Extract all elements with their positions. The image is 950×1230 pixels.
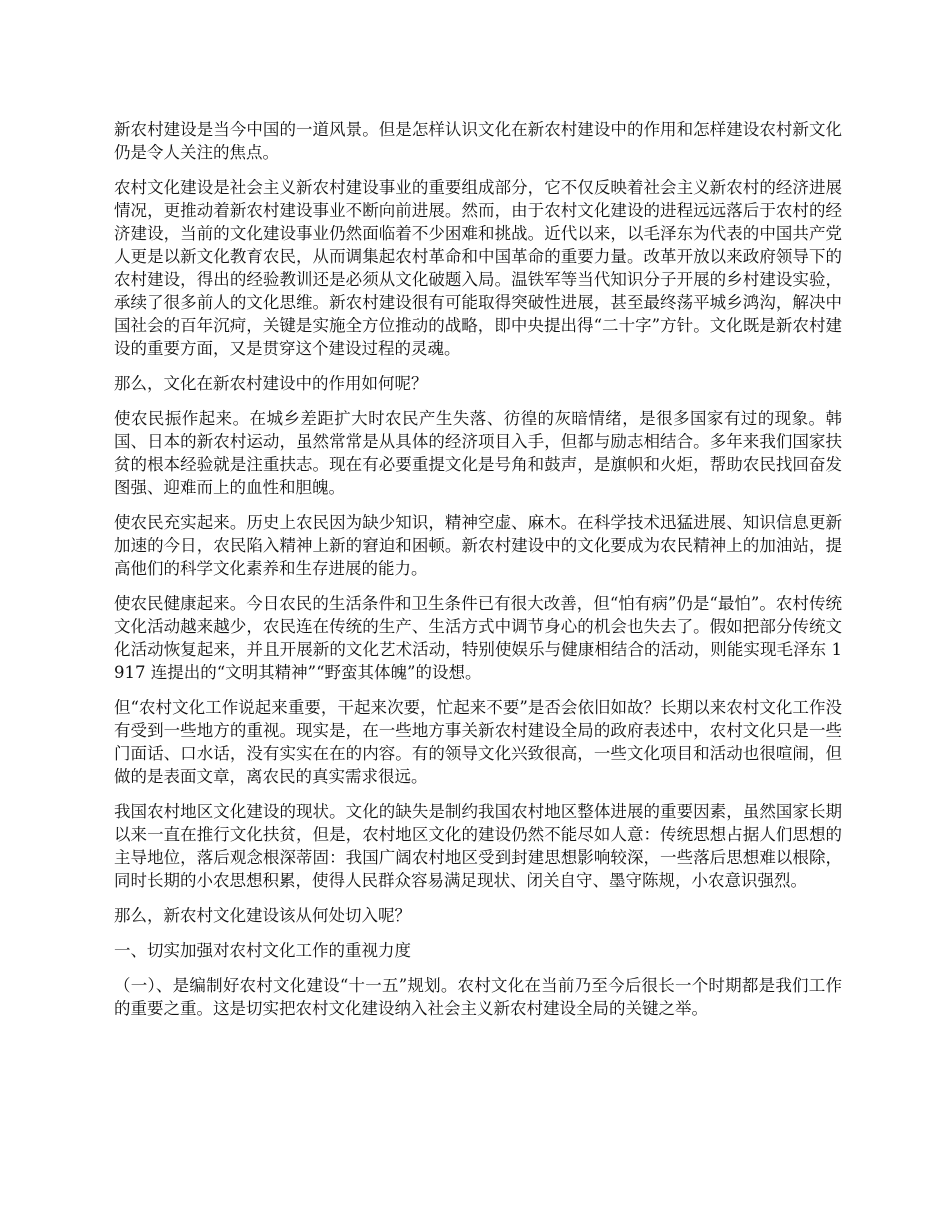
paragraph-current-situation: 我国农村地区文化建设的现状。文化的缺失是制约我国农村地区整体进展的重要因素，虽然国家长期以来一直在推行文化扶贫，但是，农村地区文化的建设仍然不能尽如人意：传统思想占据人们思想的主导地位，落后观念根深蒂固：我国广阔农村地区受到封建思想影响较深，一些落后思想难以根除，同时长期的小农思想积累，使得人民群众容易满足现状、闭关自守、墨守陈规，小农意识强烈。 [114,802,842,890]
paragraph-question-entry-point: 那么，新农村文化建设该从何处切入呢？ [114,906,411,925]
paragraph-invigorate-farmers: 使农民振作起来。在城乡差距扩大时农民产生失落、彷徨的灰暗情绪，是很多国家有过的现象。韩国、日本的新农村运动，虽然常常是从具体的经济项目入手，但都与励志相结合。多年来我们国家扶贫的根本经验就是注重扶志。现在有必要重提文化是号角和鼓声，是旗帜和火炬，帮助农民找回奋发图强、迎难而上的血性和胆魄。 [114,409,842,497]
paragraph-enrich-farmers: 使农民充实起来。历史上农民因为缺少知识，精神空虚、麻木。在科学技术迅猛进展、知识信息更新加速的今日，农民陷入精神上新的窘迫和困顿。新农村建设中的文化要成为农民精神上的加油站，提高他们的科学文化素养和生存进展的能力。 [114,513,842,578]
section-heading-one: 一、切实加强对农村文化工作的重视力度 [114,941,411,960]
paragraph-rural-culture-overview: 农村文化建设是社会主义新农村建设事业的重要组成部分，它不仅反映着社会主义新农村的经济进展情况，更推动着新农村建设事业不断向前进展。然而，由于农村文化建设的进程远远落后于农村的经济建设，当前的文化建设事业仍然面临着不少困难和挑战。近代以来，以毛泽东为代表的中国共产党人更是以新文化教育农民，从而调集起农村革命和中国革命的重要力量。改革开放以来政府领导下的农村建设，得出的经验教训还是必须从文化破题入局。温铁军等当代知识分子开展的乡村建设实验，承续了很多前人的文化思维。新农村建设很有可能取得突破性进展，甚至最终荡平城乡鸿沟，解决中国社会的百年沉疴，关键是实施全方位推动的战略，即中央提出得“二十字”方针。文化既是新农村建设的重要方面，又是贯穿这个建设过程的灵魂。 [114,178,842,358]
paragraph-healthy-farmers: 使农民健康起来。今日农民的生活条件和卫生条件已有很大改善，但“怕有病”仍是“最怕”。农村传统文化活动越来越少，农民连在传统的生产、生活方式中调节身心的机会也失去了。假如把部分传统文化活动恢复起来，并且开展新的文化艺术活动，特别使娱乐与健康相结合的活动，则能实现毛泽东 1917 连提出的“文明其精神”“野蛮其体魄”的设想。 [114,594,842,682]
document-body [114,118,842,1032]
paragraph-planning: （一）、是编制好农村文化建设“十一五”规划。农村文化在当前乃至今后很长一个时期都是我们工作的重要之重。这是切实把农村文化建设纳入社会主义新农村建设全局的关键之举。 [114,976,842,1018]
paragraph-intro: 新农村建设是当今中国的一道风景。但是怎样认识文化在新农村建设中的作用和怎样建设农村新文化仍是令人关注的焦点。 [114,120,842,162]
paragraph-neglect-of-culture: 但“农村文化工作说起来重要，干起来次要，忙起来不要”是否会依旧如故？长期以来农村文化工作没有受到一些地方的重视。现实是，在一些地方事关新农村建设全局的政府表述中，农村文化只是一些门面话、口水话，没有实实在在的内容。有的领导文化兴致很高，一些文化项目和活动也很喧闹，但做的是表面文章，离农民的真实需求很远。 [114,698,842,786]
paragraph-question-role: 那么，文化在新农村建设中的作用如何呢？ [114,374,428,393]
